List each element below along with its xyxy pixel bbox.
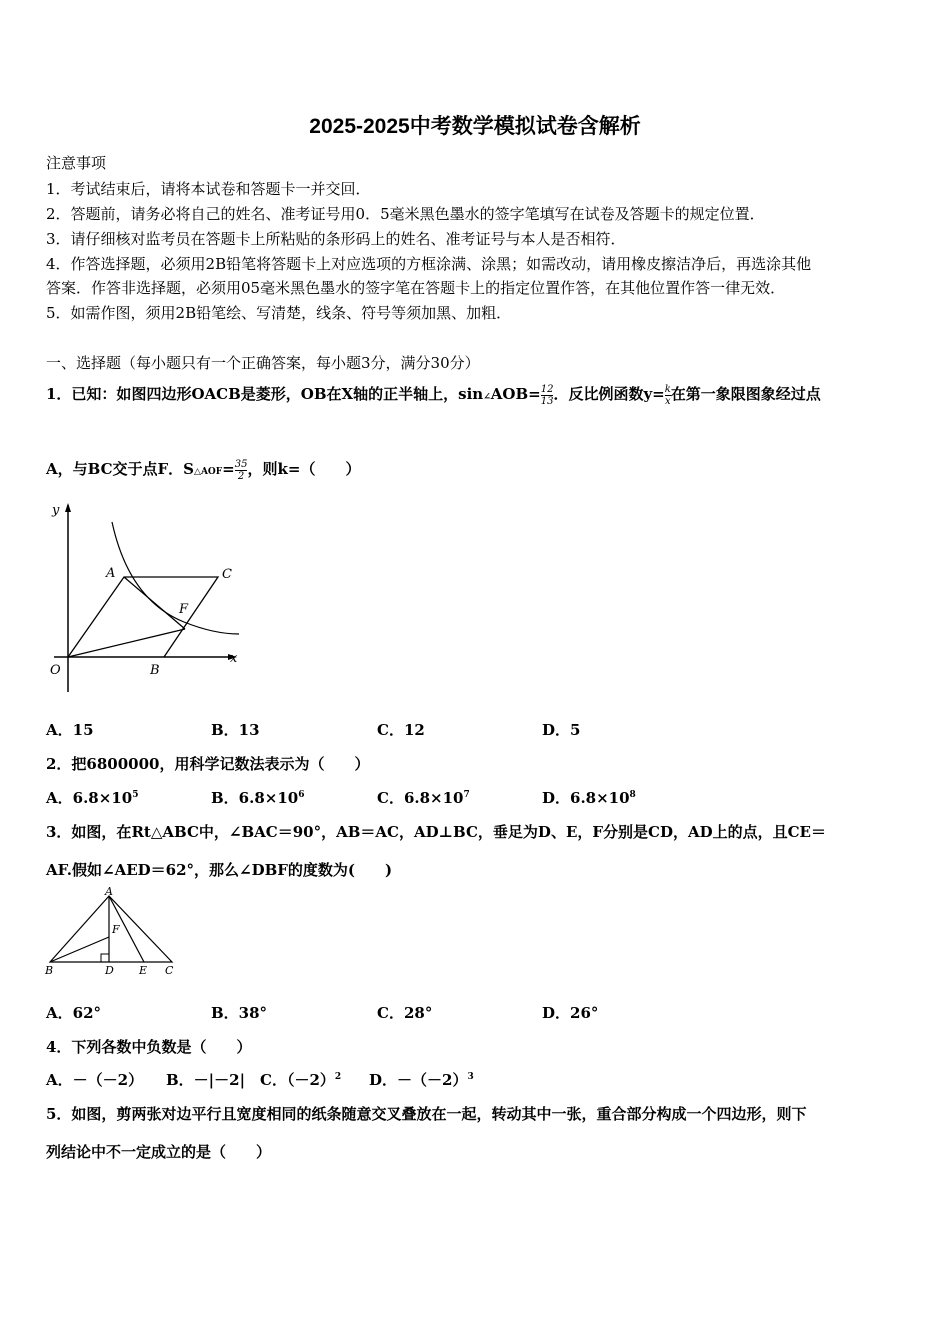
question-5-line-2: 列结论中不一定成立的是（ ）	[46, 1143, 272, 1161]
option-exp: 5	[132, 790, 139, 800]
q4-option-b[interactable]	[166, 1069, 245, 1090]
q4-option-d[interactable]	[369, 1069, 474, 1090]
q2-option-c[interactable]	[377, 787, 470, 808]
q1-text: 1．已知：如图四边形OACB是菱形，OB在X轴的正半轴上，sin	[46, 385, 484, 403]
label-f: F	[112, 923, 120, 936]
q4-option-a[interactable]	[46, 1069, 143, 1090]
option-exp: 8	[629, 790, 636, 800]
label-c: C	[165, 964, 174, 977]
q3-option-c[interactable]: C．28°	[377, 1004, 433, 1022]
q2-option-a[interactable]	[46, 787, 138, 808]
notice-item: 5．如需作图，须用2B铅笔绘、写清楚，线条、符号等须加黑、加粗．	[46, 304, 512, 322]
notice-item: 1．考试结束后，请将本试卷和答题卡一并交回．	[46, 180, 371, 198]
option-text: A．6.8×10	[46, 789, 133, 807]
frac-num: 12	[540, 383, 554, 395]
q4-option-c[interactable]	[260, 1069, 341, 1090]
q3-option-d[interactable]: D．26°	[542, 1004, 599, 1022]
frac-num: k	[664, 383, 671, 395]
option-exp: 6	[298, 790, 305, 800]
label-f: F	[179, 602, 189, 617]
label-e: E	[139, 964, 148, 977]
question-2: 2．把6800000，用科学记数法表示为（ ）	[46, 755, 370, 773]
q1-option-b[interactable]: B．13	[211, 721, 260, 739]
option-exp: 2	[334, 1072, 342, 1082]
label-a: A	[105, 886, 113, 898]
page-title: 2025-2025中考数学模拟试卷含解析	[309, 115, 641, 138]
frac-num: 35	[234, 458, 248, 470]
q2-option-b[interactable]	[211, 787, 304, 808]
rhombus-figure	[44, 500, 244, 695]
q1-text: AOB=	[490, 385, 541, 403]
q1-text: A，与BC交于点F．S	[46, 460, 195, 478]
notice-item: 2．答题前，请务必将自己的姓名、准考证号用0．5毫米黑色墨水的签字笔填写在试卷及答题卡的规定位置．	[46, 205, 765, 223]
notice-item: 3．请仔细核对监考员在答题卡上所粘贴的条形码上的姓名、准考证号与本人是否相符．	[46, 230, 626, 248]
frac-den: 2	[237, 470, 245, 482]
option-exp: 7	[463, 790, 470, 800]
label-a: A	[106, 566, 116, 581]
q1-angle: ∠	[483, 392, 491, 402]
triangle-figure	[44, 886, 184, 978]
option-text: D．－（－2）	[369, 1071, 468, 1089]
q1-text: ，则k=（ ）	[247, 460, 361, 478]
q1-text: 在第一象限图象经过点	[670, 385, 821, 403]
option-text: B．6.8×10	[211, 789, 299, 807]
label-c: C	[222, 567, 232, 582]
option-text: A．－（－2）	[46, 1071, 144, 1089]
question-4: 4．下列各数中负数是（ ）	[46, 1038, 252, 1056]
notice-item: 4．作答选择题，必须用2B铅笔将答题卡上对应选项的方框涂满、涂黑；如需改动，请用橡皮擦洁净后，再选涂其他	[46, 255, 812, 273]
q3-option-a[interactable]: A．62°	[46, 1004, 102, 1022]
area-fraction	[235, 459, 248, 482]
notice-item: 答案．作答非选择题，必须用05毫米黑色墨水的签字笔在答题卡上的指定位置作答，在其他位置作答一律无效．	[46, 279, 786, 297]
q3-option-b[interactable]: B．38°	[211, 1004, 268, 1022]
q1-option-a[interactable]: A．15	[46, 721, 94, 739]
notice-heading: 注意事项	[46, 154, 107, 172]
label-d: D	[105, 964, 114, 977]
q1-option-d[interactable]: D．5	[542, 721, 581, 739]
question-3-line-1: 3．如图，在Rt△ABC中，∠BAC＝90°，AB＝AC，AD⊥BC，垂足为D、E，F分别是CD，AD上的点，且CE＝	[46, 823, 826, 841]
question-1-line-1	[46, 383, 821, 407]
option-text: C．6.8×10	[377, 789, 464, 807]
frac-den: 13	[540, 395, 554, 407]
label-b: B	[150, 663, 160, 678]
label-o: O	[50, 663, 61, 678]
option-exp: 3	[467, 1072, 474, 1082]
option-text: C．（－2）	[260, 1071, 335, 1089]
q1-text: =	[222, 460, 235, 478]
option-text: D．6.8×10	[542, 789, 630, 807]
frac-den: x	[664, 395, 671, 407]
q1-subscript: △AOF	[194, 467, 223, 477]
option-text: B．－|－2|	[166, 1071, 246, 1089]
sin-fraction	[541, 384, 554, 407]
q1-text: ．反比例函数y=	[553, 385, 665, 403]
q2-option-d[interactable]	[542, 787, 636, 808]
question-3-line-2: AF.假如∠AED＝62°，那么∠DBF的度数为( )	[46, 861, 393, 879]
question-1-line-2	[46, 458, 360, 482]
q1-option-c[interactable]: C．12	[377, 721, 425, 739]
question-5-line-1: 5．如图，剪两张对边平行且宽度相同的纸条随意交叉叠放在一起，转动其中一张，重合部分构成一个四边形，则下	[46, 1105, 807, 1123]
label-y: y	[52, 503, 60, 518]
section-heading: 一、选择题（每小题只有一个正确答案，每小题3分，满分30分）	[46, 354, 480, 372]
label-x: x	[230, 651, 238, 666]
label-b: B	[45, 964, 54, 977]
